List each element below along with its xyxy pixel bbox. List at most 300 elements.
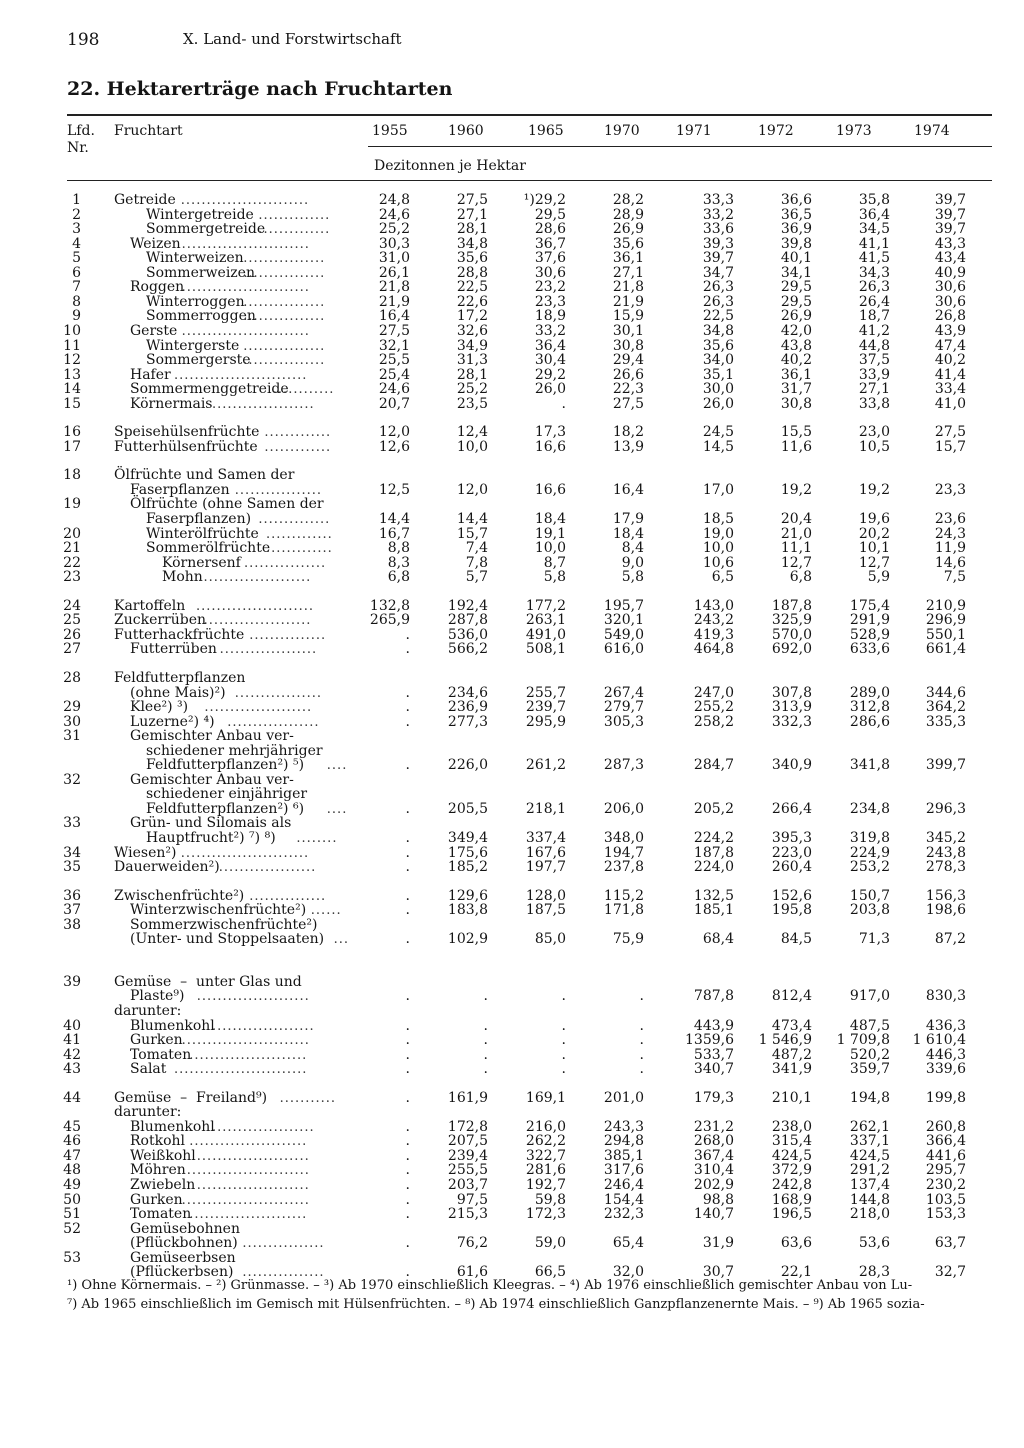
- value-cell: 15,5: [780, 424, 812, 441]
- value-cell: 224,0: [693, 859, 734, 876]
- value-cell: 40,2: [934, 352, 966, 369]
- value-cell: 37,5: [858, 352, 890, 369]
- value-cell: 260,4: [771, 859, 812, 876]
- value-cell: .: [405, 641, 410, 658]
- value-cell: 18,5: [702, 511, 734, 527]
- value-cell: 41,2: [858, 322, 890, 339]
- value-cell: .: [405, 1133, 410, 1150]
- value-cell: 337,1: [849, 1133, 890, 1150]
- fruchtart-label: darunter:: [114, 1002, 182, 1019]
- value-cell: 1 546,9: [758, 1032, 812, 1049]
- row-number: 17: [63, 438, 81, 455]
- value-cell: .: [639, 988, 644, 1005]
- fruchtart-label: (ohne Mais)²): [130, 684, 226, 701]
- row-number: 45: [63, 1118, 81, 1135]
- fruchtart-label: Sommerroggen: [146, 308, 256, 325]
- value-cell: 787,8: [693, 988, 734, 1005]
- value-cell: 312,8: [849, 699, 890, 716]
- value-cell: 39,7: [934, 192, 966, 208]
- value-cell: 25,5: [378, 352, 410, 369]
- value-cell: 528,9: [849, 626, 890, 643]
- value-cell: 32,7: [934, 1264, 966, 1281]
- value-cell: 424,5: [849, 1147, 890, 1164]
- row-number: 44: [63, 1089, 81, 1106]
- value-cell: 26,0: [534, 381, 566, 398]
- value-cell: 294,8: [603, 1133, 644, 1150]
- value-cell: 205,5: [447, 800, 488, 817]
- row-number: 53: [63, 1249, 81, 1266]
- value-cell: 30,8: [612, 337, 644, 354]
- value-cell: 103,5: [925, 1191, 966, 1208]
- value-cell: 31,7: [780, 381, 812, 398]
- value-cell: 7,4: [465, 540, 488, 557]
- value-cell: .: [405, 988, 410, 1005]
- value-cell: 19,2: [858, 481, 890, 498]
- value-cell: 31,0: [378, 250, 410, 267]
- value-cell: 661,4: [925, 641, 966, 658]
- value-cell: 616,0: [603, 641, 644, 658]
- value-cell: 87,2: [934, 931, 966, 948]
- row-number: 11: [63, 337, 81, 354]
- chapter-title: X. Land- und Forstwirtschaft: [183, 30, 402, 48]
- value-cell: 5,8: [543, 569, 566, 586]
- value-cell: .: [639, 1046, 644, 1063]
- value-cell: 36,4: [534, 337, 566, 354]
- fruchtart-label: Gemüseerbsen: [130, 1249, 236, 1266]
- value-cell: 33,8: [858, 395, 890, 412]
- fruchtart-label: Winterweizen: [146, 250, 244, 267]
- value-cell: 175,6: [447, 844, 488, 861]
- fruchtart-label: Gerste: [130, 322, 178, 339]
- value-cell: 197,7: [525, 859, 566, 876]
- value-cell: 36,9: [780, 221, 812, 238]
- fruchtart-label: Futterrüben: [130, 641, 217, 658]
- unit-label: Dezitonnen je Hektar: [374, 158, 526, 174]
- row-number: 32: [63, 771, 81, 788]
- dot-leader: ................: [243, 309, 326, 325]
- value-cell: 205,2: [693, 800, 734, 817]
- value-cell: 144,8: [849, 1191, 890, 1208]
- fruchtart-label: Grün- und Silomais als: [130, 815, 292, 832]
- row-number: 20: [63, 525, 81, 542]
- value-cell: 115,2: [603, 887, 644, 904]
- dot-leader: ................: [243, 338, 326, 354]
- value-cell: 185,2: [447, 859, 488, 876]
- value-cell: 43,9: [934, 322, 966, 339]
- value-cell: .: [639, 1032, 644, 1049]
- fruchtart-label: Speisehülsenfrüchte: [114, 424, 260, 441]
- value-cell: 443,9: [693, 1017, 734, 1034]
- dot-leader: .............: [264, 439, 332, 455]
- value-cell: 446,3: [925, 1046, 966, 1063]
- value-cell: 59,0: [534, 1235, 566, 1252]
- value-cell: 349,4: [447, 830, 488, 846]
- row-number: 1: [72, 192, 81, 208]
- value-cell: .: [405, 1118, 410, 1135]
- value-cell: .: [405, 699, 410, 716]
- footnote-line: ¹) Ohne Körnermais. – ²) Grünmasse. – ³) Ab 1970 einschließlich Kleegras. – ⁴) Ab 1976 einschließlich gemischter Anbau von Lu-: [67, 1278, 913, 1293]
- value-cell: 7,8: [465, 554, 488, 571]
- value-cell: 22,6: [456, 293, 488, 310]
- value-cell: 53,6: [858, 1235, 890, 1252]
- fruchtart-label: Salat: [130, 1061, 167, 1078]
- value-cell: 14,4: [456, 511, 488, 527]
- value-cell: 226,0: [447, 757, 488, 774]
- value-cell: 39,7: [934, 206, 966, 223]
- value-cell: 41,1: [858, 235, 890, 252]
- fruchtart-label: Gurken: [130, 1032, 183, 1049]
- value-cell: 1359,6: [685, 1032, 734, 1049]
- value-cell: 20,7: [378, 395, 410, 412]
- value-cell: .: [483, 1032, 488, 1049]
- value-cell: 28,1: [456, 366, 488, 383]
- value-cell: .: [405, 800, 410, 817]
- value-cell: 279,7: [603, 699, 644, 716]
- value-cell: 132,5: [693, 887, 734, 904]
- col-head-lfd: Lfd.: [67, 123, 95, 139]
- value-cell: 17,9: [612, 511, 644, 527]
- value-cell: 487,2: [771, 1046, 812, 1063]
- value-cell: 317,6: [603, 1162, 644, 1179]
- value-cell: 26,9: [780, 308, 812, 325]
- dot-leader: ................: [243, 353, 326, 369]
- dot-leader: ....: [326, 758, 348, 774]
- dot-leader: .........................: [181, 236, 310, 252]
- value-cell: 315,4: [771, 1133, 812, 1150]
- value-cell: 23,5: [456, 395, 488, 412]
- value-cell: .: [405, 1061, 410, 1078]
- value-cell: 278,3: [925, 859, 966, 876]
- value-cell: 28,2: [612, 192, 644, 208]
- dot-leader: .....................: [203, 613, 312, 629]
- value-cell: 201,0: [603, 1089, 644, 1106]
- value-cell: 154,4: [603, 1191, 644, 1208]
- fruchtart-label: Futterhackfrüchte: [114, 626, 245, 643]
- value-cell: 237,8: [603, 859, 644, 876]
- row-number: 41: [63, 1032, 81, 1049]
- value-cell: 12,0: [456, 481, 488, 498]
- dot-leader: .......................: [189, 1207, 308, 1223]
- value-cell: 491,0: [525, 626, 566, 643]
- fruchtart-label: Sommerölfrüchte: [146, 540, 271, 557]
- value-cell: ¹)29,2: [523, 192, 566, 208]
- row-number: 51: [63, 1206, 81, 1223]
- value-cell: .: [405, 1089, 410, 1106]
- value-cell: 345,2: [925, 830, 966, 846]
- value-cell: 152,6: [771, 887, 812, 904]
- value-cell: 284,7: [693, 757, 734, 774]
- value-cell: 40,2: [780, 352, 812, 369]
- value-cell: 242,8: [771, 1177, 812, 1193]
- row-number: 35: [63, 859, 81, 876]
- fruchtart-label: Gemüse – unter Glas und: [114, 973, 302, 990]
- value-cell: 255,7: [525, 684, 566, 701]
- value-cell: 34,5: [858, 221, 890, 238]
- value-cell: 143,0: [693, 597, 734, 614]
- value-cell: 153,3: [925, 1206, 966, 1223]
- value-cell: 27,5: [934, 424, 966, 441]
- value-cell: 12,0: [378, 424, 410, 441]
- row-number: 30: [63, 713, 81, 730]
- value-cell: 917,0: [849, 988, 890, 1005]
- row-number: 47: [63, 1147, 81, 1164]
- dot-leader: .................: [234, 685, 323, 701]
- value-cell: 16,6: [534, 481, 566, 498]
- value-cell: 84,5: [780, 931, 812, 948]
- value-cell: 359,7: [849, 1061, 890, 1078]
- row-number: 6: [72, 264, 81, 281]
- value-cell: 16,4: [378, 308, 410, 325]
- row-number: 37: [63, 902, 81, 919]
- value-cell: 253,2: [849, 859, 890, 876]
- value-cell: 23,3: [534, 293, 566, 310]
- row-number: 22: [63, 554, 81, 571]
- value-cell: .: [483, 1046, 488, 1063]
- value-cell: 28,6: [534, 221, 566, 238]
- value-cell: 10,1: [858, 540, 890, 557]
- fruchtart-label: schiedener einjähriger: [146, 786, 308, 803]
- value-cell: 340,9: [771, 757, 812, 774]
- value-cell: 366,4: [925, 1133, 966, 1150]
- dot-leader: .........................: [181, 1163, 310, 1179]
- value-cell: 12,7: [780, 554, 812, 571]
- value-cell: 140,7: [693, 1206, 734, 1223]
- value-cell: .: [405, 1235, 410, 1252]
- value-cell: 63,6: [780, 1235, 812, 1252]
- value-cell: 22,3: [612, 381, 644, 398]
- row-number: 48: [63, 1162, 81, 1179]
- value-cell: 266,4: [771, 800, 812, 817]
- dot-leader: ...............: [249, 627, 327, 643]
- value-cell: 24,3: [934, 525, 966, 542]
- value-cell: 28,3: [858, 1264, 890, 1281]
- value-cell: 7,5: [943, 569, 966, 586]
- value-cell: 24,8: [378, 192, 410, 208]
- dot-leader: .....................: [204, 700, 313, 716]
- fruchtart-label: Winterzwischenfrüchte²): [130, 902, 307, 919]
- value-cell: .: [639, 1017, 644, 1034]
- year-header: 1955: [372, 123, 408, 139]
- value-cell: 8,8: [387, 540, 410, 557]
- value-cell: 25,4: [378, 366, 410, 383]
- value-cell: 34,8: [702, 322, 734, 339]
- value-cell: .: [405, 1177, 410, 1193]
- value-cell: 289,0: [849, 684, 890, 701]
- value-cell: 18,7: [858, 308, 890, 325]
- row-number: 36: [63, 887, 81, 904]
- value-cell: .: [405, 887, 410, 904]
- value-cell: 33,9: [858, 366, 890, 383]
- value-cell: .: [405, 1046, 410, 1063]
- value-cell: 295,7: [925, 1162, 966, 1179]
- value-cell: 23,3: [934, 481, 966, 498]
- value-cell: 520,2: [849, 1046, 890, 1063]
- fruchtart-label: Körnersenf: [162, 554, 241, 571]
- value-cell: 33,6: [702, 221, 734, 238]
- row-number: 50: [63, 1191, 81, 1208]
- value-cell: 33,4: [934, 381, 966, 398]
- row-number: 14: [63, 381, 81, 398]
- value-cell: 364,2: [925, 699, 966, 716]
- value-cell: 424,5: [771, 1147, 812, 1164]
- value-cell: 6,8: [789, 569, 812, 586]
- row-number: 28: [63, 669, 81, 686]
- value-cell: 24,6: [378, 206, 410, 223]
- value-cell: 22,5: [702, 308, 734, 325]
- value-cell: 33,2: [534, 322, 566, 339]
- value-cell: 344,6: [925, 684, 966, 701]
- page-number: 198: [67, 30, 100, 50]
- fruchtart-label: Rotkohl: [130, 1133, 186, 1150]
- value-cell: 8,3: [387, 554, 410, 571]
- value-cell: 28,9: [612, 206, 644, 223]
- row-number: 24: [63, 597, 81, 614]
- col-head-nr: Nr.: [67, 140, 89, 156]
- value-cell: 296,9: [925, 612, 966, 629]
- value-cell: 41,0: [934, 395, 966, 412]
- value-cell: 8,4: [621, 540, 644, 557]
- value-cell: 29,5: [780, 293, 812, 310]
- row-number: 3: [72, 221, 81, 238]
- value-cell: 337,4: [525, 830, 566, 846]
- value-cell: 34,1: [780, 264, 812, 281]
- fruchtart-label: Tomaten: [130, 1206, 192, 1223]
- value-cell: 1 709,8: [836, 1032, 890, 1049]
- dot-leader: ........: [296, 831, 338, 846]
- value-cell: .: [405, 684, 410, 701]
- value-cell: 36,6: [780, 192, 812, 208]
- value-cell: 236,9: [447, 699, 488, 716]
- value-cell: 340,7: [693, 1061, 734, 1078]
- value-cell: 341,9: [771, 1061, 812, 1078]
- value-cell: 26,3: [702, 293, 734, 310]
- year-header: 1973: [836, 123, 872, 139]
- value-cell: 63,7: [934, 1235, 966, 1252]
- dot-leader: .........................: [180, 845, 310, 861]
- value-cell: 179,3: [693, 1089, 734, 1106]
- value-cell: 195,8: [771, 902, 812, 919]
- value-cell: .: [405, 859, 410, 876]
- value-cell: .: [405, 713, 410, 730]
- fruchtart-label: Sommerweizen: [146, 264, 255, 281]
- value-cell: 156,3: [925, 887, 966, 904]
- fruchtart-label: Mohn: [162, 569, 203, 586]
- value-cell: 129,6: [447, 887, 488, 904]
- fruchtart-label: Gemischter Anbau ver-: [130, 771, 294, 788]
- row-number: 15: [63, 395, 81, 412]
- dot-leader: .............: [266, 541, 333, 557]
- dot-leader: ......................: [198, 570, 312, 586]
- value-cell: .: [561, 395, 566, 412]
- value-cell: 487,5: [849, 1017, 890, 1034]
- value-cell: 246,4: [603, 1177, 644, 1193]
- value-cell: 473,4: [771, 1017, 812, 1034]
- fruchtart-label: Wiesen²): [114, 844, 177, 861]
- value-cell: 216,0: [525, 1118, 566, 1135]
- fruchtart-label: Dauerweiden²): [114, 859, 220, 876]
- dot-leader: ..........................: [174, 1062, 308, 1078]
- value-cell: 27,1: [858, 381, 890, 398]
- value-cell: 169,1: [525, 1089, 566, 1106]
- value-cell: 68,4: [702, 931, 734, 948]
- value-cell: 239,7: [525, 699, 566, 716]
- row-number: 33: [63, 815, 81, 832]
- value-cell: 203,8: [849, 902, 890, 919]
- value-cell: .: [483, 988, 488, 1005]
- row-number: 21: [63, 540, 81, 557]
- value-cell: .: [561, 1061, 566, 1078]
- value-cell: 29,4: [612, 352, 644, 369]
- value-cell: 339,6: [925, 1061, 966, 1078]
- value-cell: 367,4: [693, 1147, 734, 1164]
- value-cell: 18,4: [534, 511, 566, 527]
- value-cell: .: [405, 1206, 410, 1223]
- value-cell: 26,3: [702, 279, 734, 296]
- fruchtart-label: (Pflückbohnen): [130, 1235, 238, 1252]
- value-cell: 224,9: [849, 844, 890, 861]
- value-cell: 307,8: [771, 684, 812, 701]
- fruchtart-label: Sommerzwischenfrüchte²): [130, 916, 318, 933]
- value-cell: 31,9: [702, 1235, 734, 1252]
- value-cell: 102,9: [447, 931, 488, 948]
- value-cell: 263,1: [525, 612, 566, 629]
- value-cell: 27,5: [612, 395, 644, 412]
- dot-leader: ......................: [196, 989, 310, 1005]
- value-cell: 310,4: [693, 1162, 734, 1179]
- value-cell: 40,9: [934, 264, 966, 281]
- dot-leader: ................: [244, 555, 327, 571]
- dot-leader: ...............: [249, 888, 327, 904]
- fruchtart-label: Hafer: [130, 366, 171, 383]
- value-cell: 132,8: [369, 597, 410, 614]
- dot-leader: ......................: [196, 1178, 310, 1193]
- row-number: 42: [63, 1046, 81, 1063]
- fruchtart-label: schiedener mehrjähriger: [146, 742, 323, 759]
- value-cell: 239,4: [447, 1147, 488, 1164]
- value-cell: 36,1: [612, 250, 644, 267]
- value-cell: 32,6: [456, 322, 488, 339]
- value-cell: 11,6: [780, 438, 812, 455]
- value-cell: 29,2: [534, 366, 566, 383]
- value-cell: 35,8: [858, 192, 890, 208]
- value-cell: 6,5: [711, 569, 734, 586]
- value-cell: 18,9: [534, 308, 566, 325]
- value-cell: 97,5: [456, 1191, 488, 1208]
- value-cell: 10,0: [702, 540, 734, 557]
- fruchtart-label: Weißkohl: [130, 1147, 196, 1164]
- value-cell: 812,4: [771, 988, 812, 1005]
- value-cell: .: [405, 902, 410, 919]
- dot-leader: .......................: [189, 1134, 308, 1150]
- value-cell: 399,7: [925, 757, 966, 774]
- value-cell: 175,4: [849, 597, 890, 614]
- value-cell: 210,9: [925, 597, 966, 614]
- value-cell: 20,4: [780, 511, 812, 527]
- fruchtart-label: Feldfutterpflanzen²) ⁶): [146, 800, 305, 817]
- value-cell: .: [405, 1264, 410, 1281]
- value-cell: 20,2: [858, 525, 890, 542]
- value-cell: 281,6: [525, 1162, 566, 1179]
- value-cell: 5,8: [621, 569, 644, 586]
- dot-leader: .........................: [181, 280, 310, 296]
- value-cell: 332,3: [771, 713, 812, 730]
- value-cell: 187,8: [693, 844, 734, 861]
- fruchtart-label: Gemüsebohnen: [130, 1220, 240, 1237]
- value-cell: 21,0: [780, 525, 812, 542]
- value-cell: .: [405, 1191, 410, 1208]
- value-cell: 30,6: [934, 293, 966, 310]
- value-cell: 41,5: [858, 250, 890, 267]
